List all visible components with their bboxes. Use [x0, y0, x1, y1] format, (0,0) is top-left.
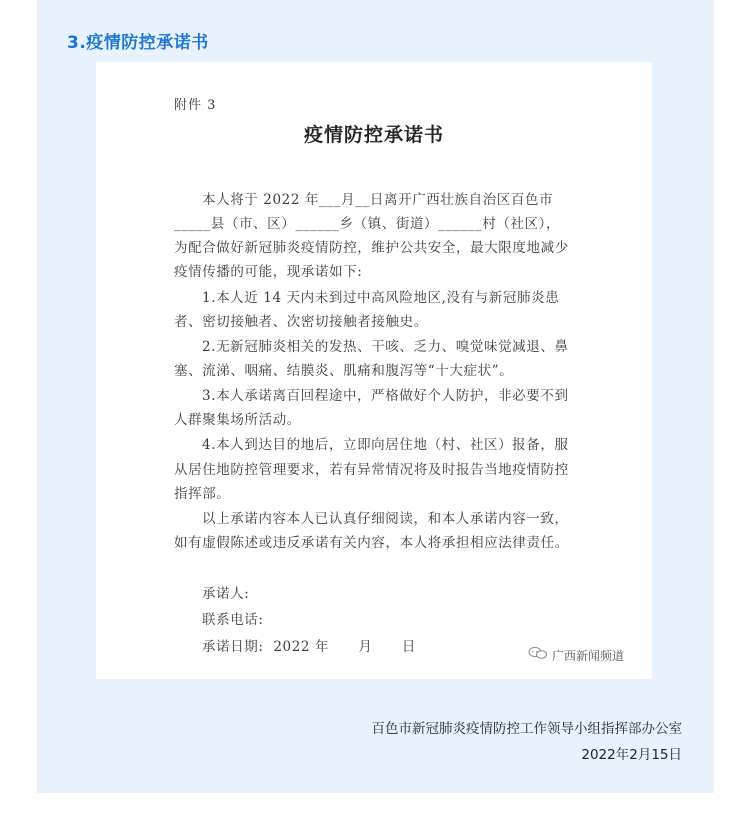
section-title: 3.疫情防控承诺书 — [67, 33, 209, 53]
body-line: 从居住地防控管理要求，若有异常情况将及时报告当地疫情防控 — [174, 462, 569, 478]
body-line: 为配合做好新冠肺炎疫情防控，维护公共安全，最大限度地减少 — [174, 240, 569, 256]
document-image — [96, 62, 652, 679]
body-line: 人群聚集场所活动。 — [174, 412, 301, 428]
body-line: 疫情传播的可能，现承诺如下: — [174, 264, 363, 280]
content-panel — [37, 0, 714, 793]
body-line: 本人将于 2022 年___月__日离开广西壮族自治区百色市 — [202, 192, 554, 208]
body-line: 3.本人承诺离百回程途中，严格做好个人防护，非必要不到 — [202, 388, 569, 404]
phone-label: 联系电话: — [202, 612, 264, 628]
attachment-label: 附件 3 — [174, 98, 217, 113]
body-line: 如有虚假陈述或违反承诺有关内容，本人将承担相应法律责任。 — [174, 535, 569, 551]
body-line: 2.无新冠肺炎相关的发热、干咳、乏力、嗅觉味觉减退、鼻 — [202, 339, 569, 355]
issuer-name: 百色市新冠肺炎疫情防控工作领导小组指挥部办公室 — [371, 721, 682, 737]
body-line: 4.本人到达目的地后，立即向居住地（村、社区）报备，服 — [202, 437, 569, 453]
date-label: 承诺日期: 2022 年 月 日 — [202, 639, 416, 655]
body-line: 以上承诺内容本人已认真仔细阅读，和本人承诺内容一致， — [202, 511, 569, 527]
body-line: 者、密切接触者、次密切接触者接触史。 — [174, 314, 428, 330]
issue-date: 2022年2月15日 — [581, 747, 682, 763]
watermark — [528, 646, 624, 664]
body-line: 指挥部。 — [174, 486, 231, 502]
body-line: 塞、流涕、咽痛、结膜炎、肌痛和腹泻等“十大症状”。 — [174, 363, 514, 379]
body-line: 1.本人近 14 天内未到过中高风险地区,没有与新冠肺炎患 — [202, 290, 560, 306]
watermark-text: 广西新闻频道 — [552, 649, 625, 663]
body-line: _____县（市、区）______乡（镇、街道）______村（社区）， — [174, 216, 561, 232]
signer-label: 承诺人: — [202, 586, 250, 602]
wechat-icon — [528, 646, 548, 663]
document-title: 疫情防控承诺书 — [303, 124, 444, 146]
